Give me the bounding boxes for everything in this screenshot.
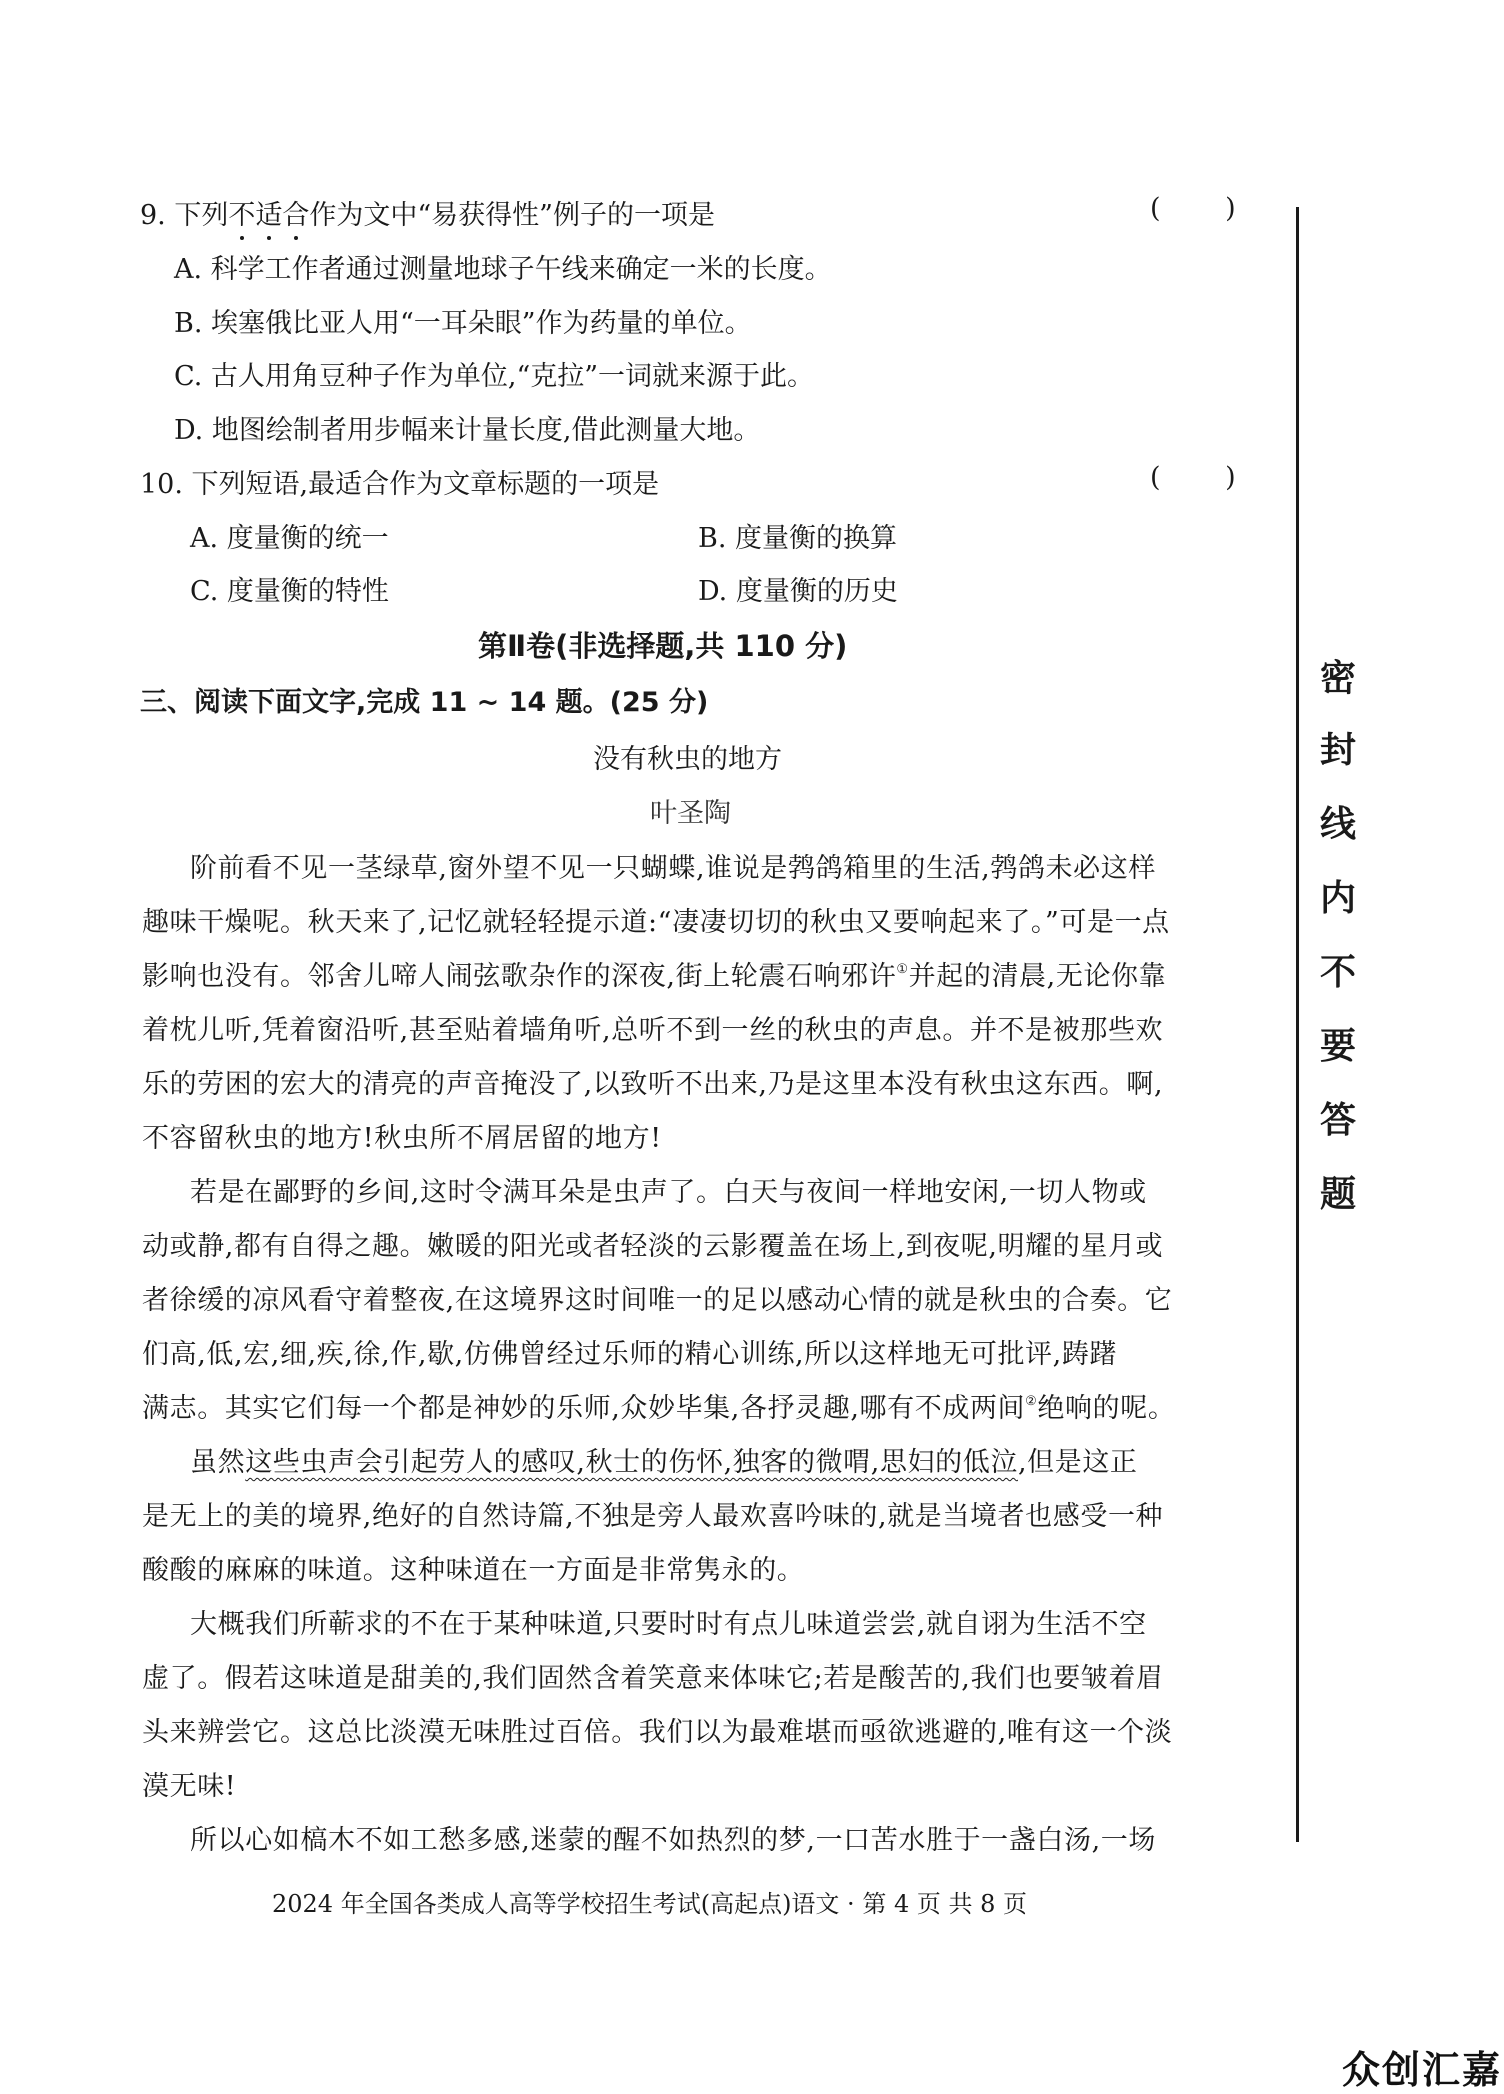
seal-char: 内 — [1319, 878, 1356, 919]
p3-line: 是无上的美的境界,绝好的自然诗篇,不独是旁人最欢喜吟味的,就是当境者也感受一种 — [142, 1501, 1164, 1532]
q10-option-b: B. 度量衡的换算 — [698, 523, 898, 554]
p2-line: 若是在鄙野的乡间,这时令满耳朵是虫声了。白天与夜间一样地安闲,一切人物或 — [190, 1177, 1147, 1208]
section3-instruction: 三、阅读下面文字,完成 11 ~ 14 题。(25 分) — [140, 687, 709, 718]
p1-line: 趣味干燥呢。秋天来了,记忆就轻轻提示道:“凄凄切切的秋虫又要响起来了。”可是一点 — [142, 907, 1170, 938]
q9-option-d: D. 地图绘制者用步幅来计量长度,借此测量大地。 — [174, 415, 761, 446]
q10-option-c: C. 度量衡的特性 — [190, 576, 389, 607]
p1-line-text: 并起的清晨,无论你靠 — [908, 961, 1167, 992]
p1-line: 阶前看不见一茎绿草,窗外望不见一只蝴蝶,谁说是鹁鸽箱里的生活,鹁鸽未必这样 — [190, 853, 1156, 884]
seal-char: 题 — [1319, 1174, 1356, 1215]
p4-line: 虚了。假若这味道是甜美的,我们固然含着笑意来体味它;若是酸苦的,我们也要皱着眉 — [142, 1663, 1164, 1694]
p2-line: 们高,低,宏,细,疾,徐,作,歇,仿佛曾经过乐师的精心训练,所以这样地无可批评,踌躇 — [142, 1339, 1118, 1370]
p3-line-text: ,但是这正 — [1017, 1447, 1138, 1478]
q10-option-d: D. 度量衡的历史 — [698, 576, 898, 607]
page-footer: 2024 年全国各类成人高等学校招生考试(高起点)语文 · 第 4 页 共 8 页 — [272, 1890, 1028, 1918]
p1-line: 乐的劳困的宏大的清亮的声音掩没了,以致听不出来,乃是这里本没有秋虫这东西。啊, — [142, 1069, 1164, 1100]
seal-char: 线 — [1319, 804, 1356, 845]
q10-stem: 10. 下列短语,最适合作为文章标题的一项是 — [140, 469, 660, 500]
q10-answer-paren[interactable]: ( ) — [1150, 462, 1264, 493]
seal-char: 封 — [1319, 730, 1356, 771]
p1-line: 着枕儿听,凭着窗沿听,甚至贴着墙角听,总听不到一丝的秋虫的声息。并不是被那些欢 — [142, 1015, 1164, 1046]
q9-option-a: A. 科学工作者通过测量地球子午线来确定一米的长度。 — [174, 254, 832, 285]
q9-stem — [140, 193, 715, 232]
seal-char: 不 — [1319, 952, 1356, 993]
p4-line: 漠无味! — [142, 1771, 237, 1802]
q9-option-b: B. 埃塞俄比亚人用“一耳朵眼”作为药量的单位。 — [174, 308, 752, 339]
q9-emphasis-char: 不 — [228, 193, 255, 232]
p3-line — [190, 1440, 1138, 1479]
q9-answer-paren[interactable]: ( ) — [1150, 193, 1264, 224]
article-title: 没有秋虫的地方 — [593, 744, 782, 775]
p2-line-text: 满志。其实它们每一个都是神妙的乐师,众妙毕集,各抒灵趣,哪有不成两间 — [142, 1393, 1026, 1424]
q9-option-c: C. 古人用角豆种子作为单位,“克拉”一词就来源于此。 — [174, 361, 815, 392]
q10-option-a: A. 度量衡的统一 — [190, 523, 389, 554]
watermark-logo: 众创汇嘉 — [1341, 2048, 1502, 2092]
article-author: 叶圣陶 — [650, 798, 731, 829]
part2-title: 第Ⅱ卷(非选择题,共 110 分) — [478, 629, 848, 663]
seal-char: 答 — [1319, 1100, 1356, 1141]
p3-line-text: 虽然 — [190, 1447, 246, 1478]
q9-stem-suffix: 作为文中“易获得性”例子的一项是 — [309, 200, 715, 231]
p1-line: 不容留秋虫的地方!秋虫所不屑居留的地方! — [142, 1123, 662, 1154]
seal-char: 要 — [1319, 1026, 1356, 1067]
q9-stem-prefix: 9. 下列 — [140, 200, 229, 231]
p2-line-text: 绝响的呢。 — [1037, 1393, 1176, 1424]
p3-line: 酸酸的麻麻的味道。这种味道在一方面是非常隽永的。 — [142, 1555, 805, 1586]
q9-emphasis-char: 适 — [255, 193, 282, 232]
p2-line — [142, 1386, 1175, 1425]
p1-line-text: 影响也没有。邻舍儿啼人闹弦歌杂作的深夜,街上轮震石响邪许 — [142, 961, 897, 992]
p1-line — [142, 954, 1166, 993]
q9-emphasis-char: 合 — [282, 193, 309, 232]
seal-divider-line — [1296, 207, 1299, 1842]
p2-line: 者徐缓的凉风看守着整夜,在这境界这时间唯一的足以感动心情的就是秋虫的合奏。它 — [142, 1285, 1173, 1316]
seal-char: 密 — [1319, 658, 1356, 699]
underlined-sentence: 这些虫声会引起劳人的感叹,秋士的伤怀,独客的微喟,思妇的低泣 — [245, 1447, 1018, 1478]
p5-line: 所以心如槁木不如工愁多感,迷蒙的醒不如热烈的梦,一口苦水胜于一盏白汤,一场 — [190, 1825, 1156, 1856]
footnote-marker: ② — [1025, 1394, 1038, 1409]
p4-line: 头来辨尝它。这总比淡漠无味胜过百倍。我们以为最难堪而亟欲逃避的,唯有这一个淡 — [142, 1717, 1173, 1748]
p2-line: 动或静,都有自得之趣。嫩暖的阳光或者轻淡的云影覆盖在场上,到夜呢,明耀的星月或 — [142, 1231, 1164, 1262]
footnote-marker: ① — [896, 962, 909, 977]
p4-line: 大概我们所蕲求的不在于某种味道,只要时时有点儿味道尝尝,就自诩为生活不空 — [190, 1609, 1147, 1640]
